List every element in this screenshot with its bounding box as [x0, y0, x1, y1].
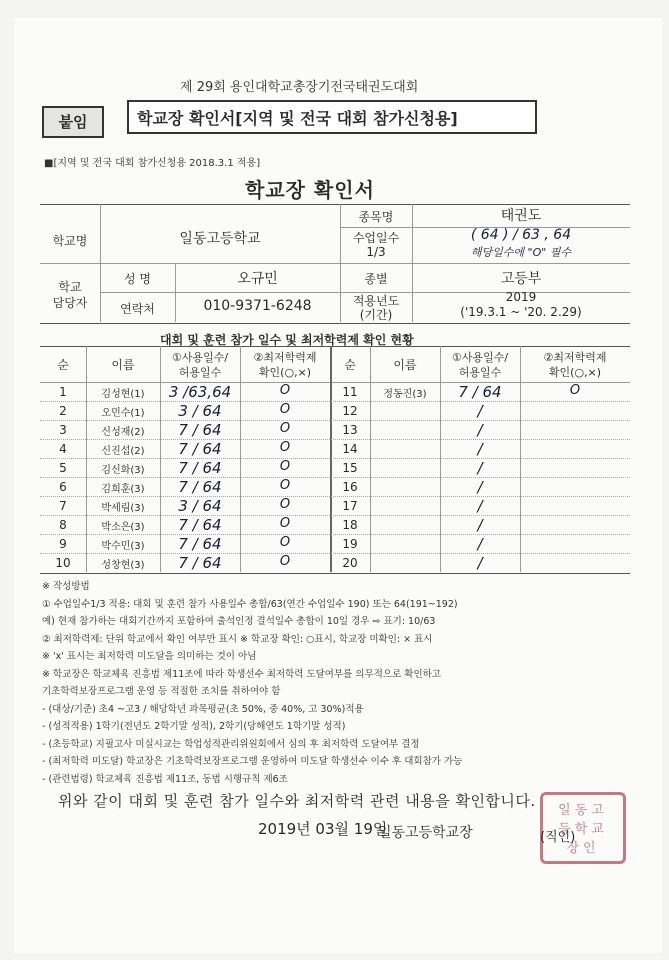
year-period: ('19.3.1 ~ '20. 2.29): [460, 305, 582, 319]
header-no-left: 순: [57, 358, 69, 372]
staff-label-1: 학교: [58, 280, 82, 294]
note-line: ※ 'x' 표시는 최저학력 미도달을 의미하는 것이 아님: [42, 651, 257, 662]
note-line: - (대상/기준) 초4 ~고3 / 해당학년 과목평균(초 50%, 중 40%, 고 30%)적용: [42, 703, 364, 715]
attachment-badge: 붙임: [42, 106, 104, 138]
division-value: 고등부: [500, 271, 542, 287]
form-title: 학교장 확인서[지역 및 전국 대회 참가신청용]: [127, 100, 537, 134]
sport-value: 태권도: [500, 208, 542, 224]
days-label-2: 1/3: [366, 245, 386, 259]
row-left-days: 3 / 64: [178, 402, 222, 420]
event-title: 제 29회 용인대학교총장기전국태권도대회: [180, 80, 419, 95]
row-right-no: 17: [342, 499, 358, 513]
row-left-name: 박세림(3): [101, 503, 145, 514]
row-right-no: 15: [342, 461, 358, 475]
official-seal: 일동고 등학교 장인: [540, 792, 626, 864]
note-line: ※ 작성방법: [42, 581, 90, 592]
row-right-no: 20: [342, 556, 358, 570]
row-left-name: 김신화(3): [101, 465, 145, 476]
days-note: 해당일수에 "O" 필수: [470, 246, 572, 259]
row-left-no: 7: [59, 499, 67, 513]
row-left-name: 신성재(2): [101, 427, 145, 438]
school-name: 일동고등학교: [179, 231, 261, 247]
days-label-1: 수업일수: [352, 231, 400, 245]
row-right-no: 19: [342, 537, 358, 551]
row-left-check: O: [279, 516, 291, 531]
confirm-text: 위와 같이 대회 및 훈련 참가 일수와 최저학력 관련 내용을 확인합니다.: [58, 792, 536, 810]
header-min-right-1: ②최저학력제: [543, 351, 607, 364]
header-days-right-1: ①사용일수/: [451, 351, 509, 364]
year-label-1: 적용년도: [352, 294, 400, 308]
row-right-check: O: [569, 383, 581, 398]
note-line: - (초등학교) 지필고사 미실시교는 학업성적관리위원회에서 심의 후 최저학력 도달여부 결정: [42, 738, 420, 750]
row-right-days: /: [477, 535, 483, 553]
row-left-check: O: [279, 535, 291, 550]
header-min-left-1: ②최저학력제: [253, 351, 317, 364]
row-right-days: /: [477, 554, 483, 572]
row-right-no: 14: [342, 442, 358, 456]
row-left-no: 4: [59, 442, 67, 456]
header-name-left: 이름: [111, 358, 135, 372]
row-left-days: 3 / 64: [178, 497, 222, 515]
row-left-check: O: [279, 383, 291, 398]
principal-name: 일동고등학교장: [378, 825, 473, 841]
contact-label: 연락처: [120, 302, 155, 316]
header-days-left-1: ①사용일수/: [171, 351, 229, 364]
row-right-name: 정동진(3): [383, 389, 427, 400]
note-line: ① 수업일수1/3 적용: 대회 및 훈련 참가 사용일수 총합/63(연간 수업일수 190) 또는 64(191~192): [42, 598, 458, 610]
name-label: 성 명: [124, 272, 151, 286]
row-left-days: 7 / 64: [178, 440, 222, 458]
document-title: 학교장 확인서: [245, 178, 375, 202]
row-left-check: O: [279, 497, 291, 512]
year-label-2: (기간): [359, 308, 393, 322]
row-left-no: 6: [59, 480, 67, 494]
row-left-days: 7 / 64: [178, 421, 222, 439]
row-left-name: 박소은(3): [101, 522, 145, 533]
row-right-days: 7 / 64: [458, 383, 502, 401]
row-left-check: O: [279, 440, 291, 455]
row-left-no: 5: [59, 461, 67, 475]
row-left-days: 7 / 64: [178, 459, 222, 477]
sport-label: 종목명: [358, 210, 394, 224]
school-label: 학교명: [52, 234, 88, 248]
note-line: 예) 현재 참가하는 대회기간까지 포함하여 출석인정 결석일수 총합이 10일 경우 ⇨ 표기: 10/63: [42, 616, 436, 627]
row-left-no: 2: [59, 404, 67, 418]
row-left-name: 김희훈(3): [101, 484, 145, 495]
row-right-days: /: [477, 478, 483, 496]
header-no-right: 순: [344, 358, 356, 372]
row-left-days: 3 /63,64: [168, 383, 232, 401]
days-value: ( 64 ) / 63 , 64: [470, 227, 572, 243]
row-left-days: 7 / 64: [178, 554, 222, 572]
row-right-no: 13: [342, 423, 358, 437]
note-line: ② 최저학력제: 단위 학교에서 확인 여부만 표시 ※ 학교장 확인: ○표시, 학교장 미확인: × 표시: [42, 633, 433, 645]
row-right-no: 11: [342, 385, 358, 399]
row-right-no: 12: [342, 404, 358, 418]
row-left-days: 7 / 64: [178, 535, 222, 553]
row-left-check: O: [279, 478, 291, 493]
seal-label: (직인): [540, 830, 576, 845]
row-left-check: O: [279, 459, 291, 474]
row-left-no: 8: [59, 518, 67, 532]
note-line: - (최저학력 미도달) 학교장은 기초학력보장프로그램 운영하여 미도달 학생선수 이수 후 대회참가 가능: [42, 756, 463, 767]
row-left-no: 1: [59, 385, 67, 399]
row-left-days: 7 / 64: [178, 516, 222, 534]
row-left-name: 성창현(3): [101, 560, 145, 571]
row-right-days: /: [477, 516, 483, 534]
row-left-no: 9: [59, 537, 67, 551]
note-line: 기초학력보장프로그램 운영 등 적절한 조치를 취하여야 함: [42, 686, 281, 697]
note-line: - (성적적용) 1학기(전년도 2학기말 성적), 2학기(당해연도 1학기말 성적): [42, 721, 346, 732]
row-right-no: 18: [342, 518, 358, 532]
row-right-no: 16: [342, 480, 358, 494]
row-left-no: 3: [59, 423, 67, 437]
row-left-name: 신진섭(2): [101, 446, 145, 457]
staff-label-2: 담당자: [52, 296, 88, 310]
row-left-name: 김성현(1): [101, 389, 145, 400]
row-left-check: O: [279, 421, 291, 436]
row-left-check: O: [279, 554, 291, 569]
header-days-left-2: 허용일수: [178, 366, 222, 379]
apply-note: ■[지역 및 전국 대회 참가신청용 2018.3.1 적용]: [44, 158, 261, 169]
year-value: 2019: [505, 290, 537, 304]
section-title: 대회 및 훈련 참가 일수 및 최저학력제 확인 현황: [160, 333, 414, 347]
row-right-days: /: [477, 440, 483, 458]
row-right-days: /: [477, 421, 483, 439]
header-days-right-2: 허용일수: [458, 366, 502, 379]
header-min-left-2: 확인(○,×): [258, 366, 312, 379]
row-right-days: /: [477, 459, 483, 477]
name-value: 오규민: [237, 271, 278, 287]
issue-date: 2019년 03월 19일: [258, 820, 388, 838]
division-label: 종별: [364, 272, 388, 286]
header-name-right: 이름: [393, 358, 417, 372]
row-left-check: O: [279, 402, 291, 417]
header-min-right-2: 확인(○,×): [548, 366, 602, 379]
row-left-name: 박수민(3): [101, 541, 145, 552]
row-left-name: 오민수(1): [101, 408, 145, 419]
row-left-days: 7 / 64: [178, 478, 222, 496]
note-line: - (관련법령) 학교체육 진흥법 제11조, 동법 시행규칙 제6조: [42, 773, 288, 785]
row-right-days: /: [477, 402, 483, 420]
row-left-no: 10: [55, 556, 71, 570]
contact-value: 010-9371-6248: [203, 298, 312, 314]
note-line: ※ 학교장은 학교체육 진흥법 제11조에 따라 학생선수 최저학력 도달여부를 의무적으로 확인하고: [42, 668, 441, 680]
row-right-days: /: [477, 497, 483, 515]
